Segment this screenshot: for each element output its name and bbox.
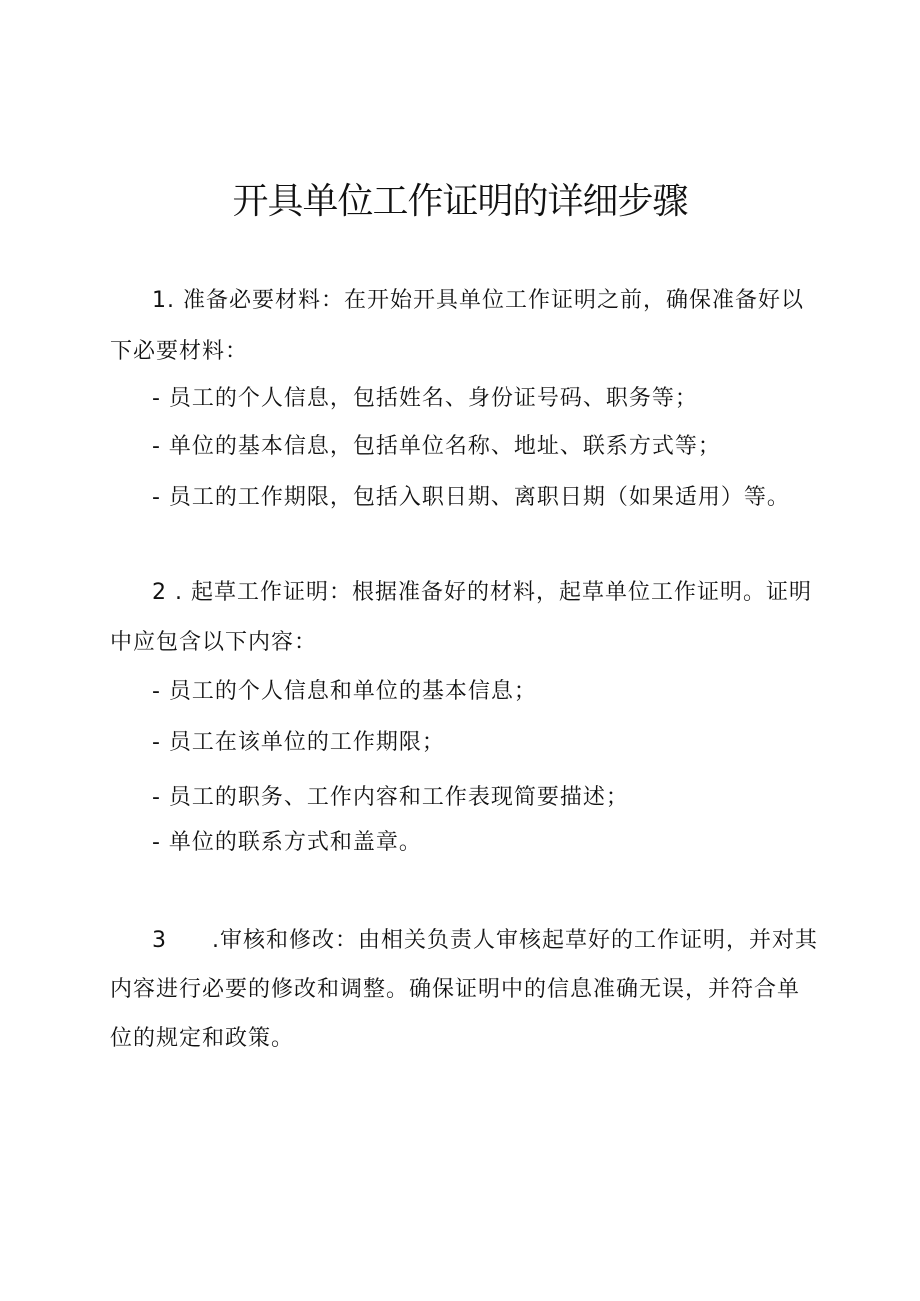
section1-list-item: - 单位的基本信息，包括单位名称、地址、联系方式等； — [152, 434, 721, 459]
section1-heading-line1: 1. 准备必要材料：在开始开具单位工作证明之前，确保准备好以 — [152, 288, 804, 313]
section3-line2: 内容进行必要的修改和调整。确保证明中的信息准确无误，并符合单 — [110, 977, 801, 1002]
section2-heading-line2: 中应包含以下内容： — [110, 630, 318, 655]
section2-list-item: - 单位的联系方式和盖章。 — [152, 830, 422, 855]
section2-list-item: - 员工的职务、工作内容和工作表现简要描述； — [152, 785, 629, 810]
section3-heading-line1: .审核和修改：由相关负责人审核起草好的工作证明，并对其 — [212, 928, 818, 953]
section1-list-item: - 员工的个人信息，包括姓名、身份证号码、职务等； — [152, 386, 698, 411]
page-title: 开具单位工作证明的详细步骤 — [232, 181, 688, 222]
section2-list-item: - 员工的个人信息和单位的基本信息； — [152, 679, 537, 704]
section2-list-item: - 员工在该单位的工作期限； — [152, 730, 445, 755]
section2-heading-line1: 2 . 起草工作证明：根据准备好的材料，起草单位工作证明。证明 — [152, 580, 812, 605]
section3-number: 3 — [152, 928, 166, 953]
section1-heading-line2: 下必要材料： — [110, 339, 249, 364]
section3-line3: 位的规定和政策。 — [110, 1026, 295, 1051]
section1-list-item: - 员工的工作期限，包括入职日期、离职日期（如果适用）等。 — [152, 485, 790, 510]
